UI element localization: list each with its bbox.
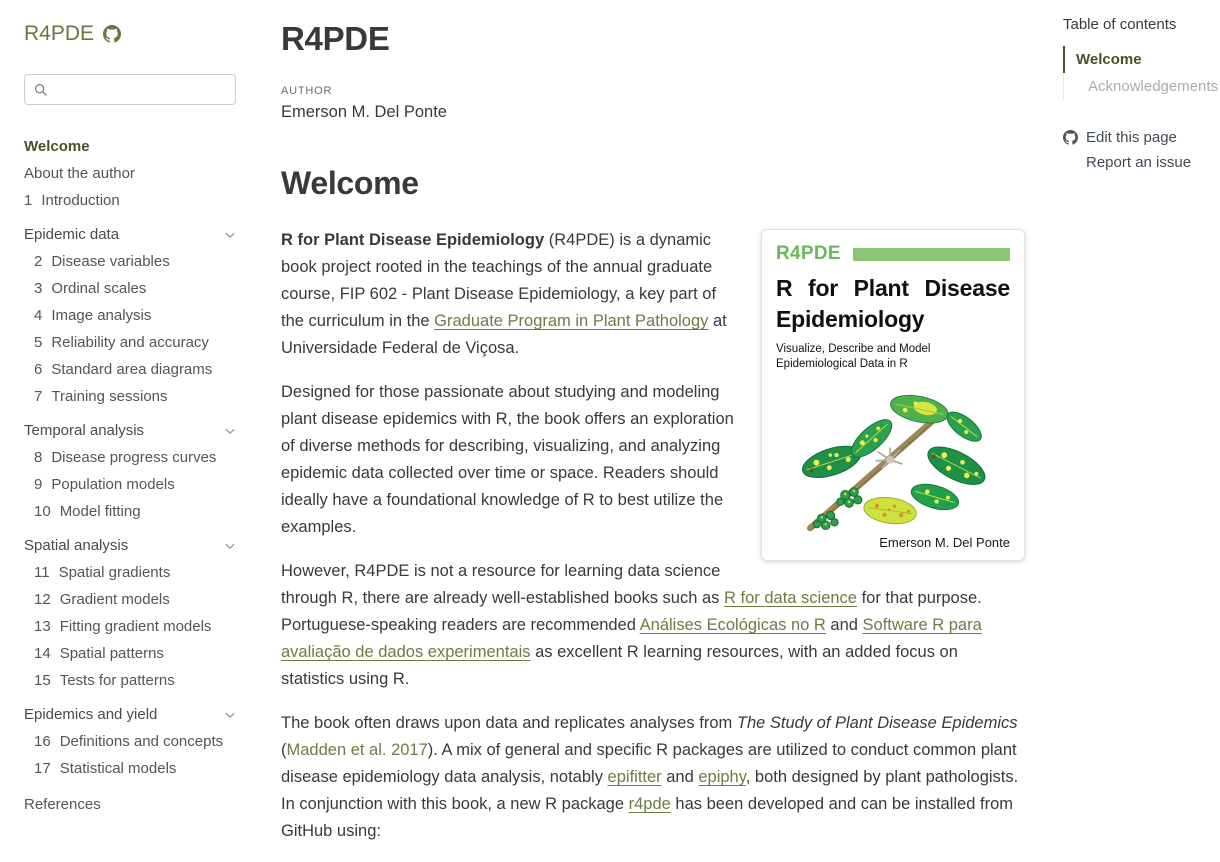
sidebar-nav xyxy=(24,133,236,818)
chapter-number: 8 xyxy=(34,449,43,466)
sidebar-item-label: Model fitting xyxy=(59,503,141,520)
sidebar-item-definitions-and-concepts[interactable] xyxy=(24,728,236,755)
sidebar-item-reliability-and-accuracy[interactable] xyxy=(24,329,236,356)
cover-brand: R4PDE xyxy=(776,243,841,264)
inline-link[interactable]: R for data science xyxy=(724,589,857,607)
search-icon xyxy=(34,83,48,97)
toc-actions xyxy=(1063,125,1220,175)
page-title: R4PDE xyxy=(281,20,390,57)
sidebar-item-label: Standard area diagrams xyxy=(51,361,213,378)
sidebar-item-label: Population models xyxy=(51,476,175,493)
sidebar-item-gradient-models[interactable] xyxy=(24,586,236,613)
chapter-number: 11 xyxy=(34,564,50,581)
chevron-down-icon[interactable] xyxy=(224,540,236,552)
toc-heading: Table of contents xyxy=(1063,16,1177,33)
sidebar-item-label: Reliability and accuracy xyxy=(51,334,209,351)
toc-item-label[interactable]: Welcome xyxy=(1076,51,1142,68)
cover-subtitle: Visualize, Describe and Model Epidemiological Data in R xyxy=(776,343,931,370)
sidebar-item-label: Introduction xyxy=(41,192,120,209)
sidebar-item-disease-variables[interactable] xyxy=(24,248,236,275)
sidebar-item-label: Tests for patterns xyxy=(59,672,175,689)
chapter-number: 9 xyxy=(34,476,43,493)
chevron-down-icon[interactable] xyxy=(224,229,236,241)
cover-title: R for Plant Disease Epidemiology xyxy=(776,275,1010,332)
sidebar-item-label: Disease variables xyxy=(51,253,170,270)
github-icon xyxy=(103,25,121,43)
github-icon xyxy=(1063,130,1078,145)
sidebar-item-introduction[interactable] xyxy=(24,187,236,214)
toc-item-welcome[interactable] xyxy=(1063,46,1220,73)
book-cover xyxy=(761,229,1025,561)
sidebar-item-label: Spatial gradients xyxy=(58,564,171,581)
sidebar-section-label: Epidemics and yield xyxy=(24,706,158,723)
chevron-down-icon[interactable] xyxy=(224,425,236,437)
sidebar-item-about-the-author[interactable] xyxy=(24,160,236,187)
sidebar-item-spatial-patterns[interactable] xyxy=(24,640,236,667)
report-an-issue-link[interactable] xyxy=(1063,150,1220,175)
chapter-number: 12 xyxy=(34,591,51,608)
chapter-number: 5 xyxy=(34,334,43,351)
sidebar xyxy=(0,0,260,862)
toc-item-label[interactable]: Acknowledgements xyxy=(1088,78,1219,95)
sidebar-item-label: Definitions and concepts xyxy=(59,733,224,750)
sidebar-item-label: Training sessions xyxy=(51,388,168,405)
bold-text: R for Plant Disease Epidemiology xyxy=(281,231,545,249)
author-name: Emerson M. Del Ponte xyxy=(281,103,447,121)
sidebar-item-label: Ordinal scales xyxy=(51,280,147,297)
chapter-number: 14 xyxy=(34,645,51,662)
report-an-issue-label: Report an issue xyxy=(1086,154,1192,171)
sidebar-item-standard-area-diagrams[interactable] xyxy=(24,356,236,383)
sidebar-item-training-sessions[interactable] xyxy=(24,383,236,410)
github-icon[interactable] xyxy=(103,25,121,43)
inline-link[interactable]: epiphy xyxy=(698,768,746,786)
sidebar-item-spatial-gradients[interactable] xyxy=(24,559,236,586)
search-input[interactable] xyxy=(55,81,226,99)
paragraph: The book often draws upon data and replicates analyses from The Study of Plant Disease Epidemics (Madden et al. 2017). A mix of general and specific R packages are utilized to conduct common plant disease epidemiology data analysis, notably epifitter and epiphy, both designed by plant pathologists. In conjunction with this book, a new R package r4pde has been developed and can be installed from GitHub using: xyxy=(281,714,1019,840)
table-of-contents xyxy=(1025,0,1220,862)
sidebar-section-temporal-analysis[interactable] xyxy=(24,417,236,444)
sidebar-item-label: References xyxy=(24,796,101,813)
cover-brand-bar xyxy=(853,248,1010,261)
sidebar-item-fitting-gradient-models[interactable] xyxy=(24,613,236,640)
sidebar-item-label: Disease progress curves xyxy=(51,449,217,466)
sidebar-item-label: Welcome xyxy=(24,138,90,155)
section-heading-welcome: Welcome xyxy=(281,165,419,201)
chapter-number: 1 xyxy=(24,192,33,209)
italic-text: The Study of Plant Disease Epidemics xyxy=(736,714,1018,732)
edit-this-page-label: Edit this page xyxy=(1086,129,1177,146)
chapter-number: 16 xyxy=(34,733,51,750)
sidebar-item-references[interactable] xyxy=(24,791,236,818)
chapter-number: 7 xyxy=(34,388,43,405)
sidebar-item-statistical-models[interactable] xyxy=(24,755,236,782)
sidebar-item-model-fitting[interactable] xyxy=(24,498,236,525)
main-content xyxy=(260,0,1025,862)
sidebar-item-disease-progress-curves[interactable] xyxy=(24,444,236,471)
site-title[interactable]: R4PDE xyxy=(24,22,95,45)
edit-this-page-link[interactable] xyxy=(1063,125,1220,150)
sidebar-item-ordinal-scales[interactable] xyxy=(24,275,236,302)
sidebar-item-tests-for-patterns[interactable] xyxy=(24,667,236,694)
chapter-number: 10 xyxy=(34,503,51,520)
chapter-number: 15 xyxy=(34,672,51,689)
sidebar-header xyxy=(24,22,236,46)
inline-link[interactable]: r4pde xyxy=(628,795,671,813)
toc-list xyxy=(1063,46,1220,100)
sidebar-section-label: Spatial analysis xyxy=(24,537,129,554)
sidebar-section-epidemics-and-yield[interactable] xyxy=(24,701,236,728)
cover-author: Emerson M. Del Ponte xyxy=(879,535,1010,550)
article-body xyxy=(281,227,1025,845)
inline-link[interactable]: epifitter xyxy=(607,768,662,786)
sidebar-section-spatial-analysis[interactable] xyxy=(24,532,236,559)
sidebar-item-image-analysis[interactable] xyxy=(24,302,236,329)
inline-link[interactable]: Graduate Program in Plant Pathology xyxy=(434,312,709,330)
sidebar-section-label: Epidemic data xyxy=(24,226,120,243)
chapter-number: 3 xyxy=(34,280,43,297)
sidebar-item-label: About the author xyxy=(24,165,135,182)
inline-link[interactable]: Software R para avaliação de dados experimentais xyxy=(281,616,982,661)
cover-header xyxy=(776,243,1010,265)
sidebar-item-label: Spatial patterns xyxy=(59,645,164,662)
chevron-down-icon[interactable] xyxy=(224,709,236,721)
chapter-number: 17 xyxy=(34,760,51,777)
sidebar-section-epidemic-data[interactable] xyxy=(24,221,236,248)
paragraph: However, R4PDE is not a resource for learning data science through R, there are already well-established books such as R for data science for that purpose. Portuguese-speaking readers are recommended Análises Ecológicas no R and Software R para avaliação de dados experimentais as excellent R learning resources, with an added focus on statistics using R. xyxy=(281,562,982,688)
chapter-number: 13 xyxy=(34,618,51,635)
sidebar-item-label: Statistical models xyxy=(59,760,177,777)
sidebar-item-label: Gradient models xyxy=(59,591,170,608)
paragraph: Designed for those passionate about studying and modeling plant disease epidemics with R, the book offers an exploration of diverse methods for describing, visualizing, and analyzing epidemic data collected over time or space. Readers should ideally have a foundational knowledge of R to best utilize the examples. xyxy=(281,383,734,536)
coffee-branch-illustration xyxy=(780,376,1006,534)
toc-item-acknowledgements[interactable] xyxy=(1063,73,1220,100)
sidebar-section-label: Temporal analysis xyxy=(24,422,145,439)
inline-link[interactable]: Análises Ecológicas no R xyxy=(639,616,826,634)
paragraph: R for Plant Disease Epidemiology (R4PDE) is a dynamic book project rooted in the teachings of the annual graduate course, FIP 602 - Plant Disease Epidemiology, a key part of the curriculum in the Graduate Program in Plant Pathology at Universidade Federal de Viçosa. xyxy=(281,231,727,357)
search-box[interactable] xyxy=(24,74,236,105)
sidebar-item-label: Fitting gradient models xyxy=(59,618,212,635)
sidebar-item-welcome[interactable] xyxy=(24,133,236,160)
sidebar-item-population-models[interactable] xyxy=(24,471,236,498)
chapter-number: 2 xyxy=(34,253,43,270)
sidebar-item-label: Image analysis xyxy=(51,307,152,324)
citation-link[interactable]: Madden et al. 2017 xyxy=(286,741,428,759)
chapter-number: 4 xyxy=(34,307,43,324)
author-label: AUTHOR xyxy=(281,85,333,97)
chapter-number: 6 xyxy=(34,361,43,378)
